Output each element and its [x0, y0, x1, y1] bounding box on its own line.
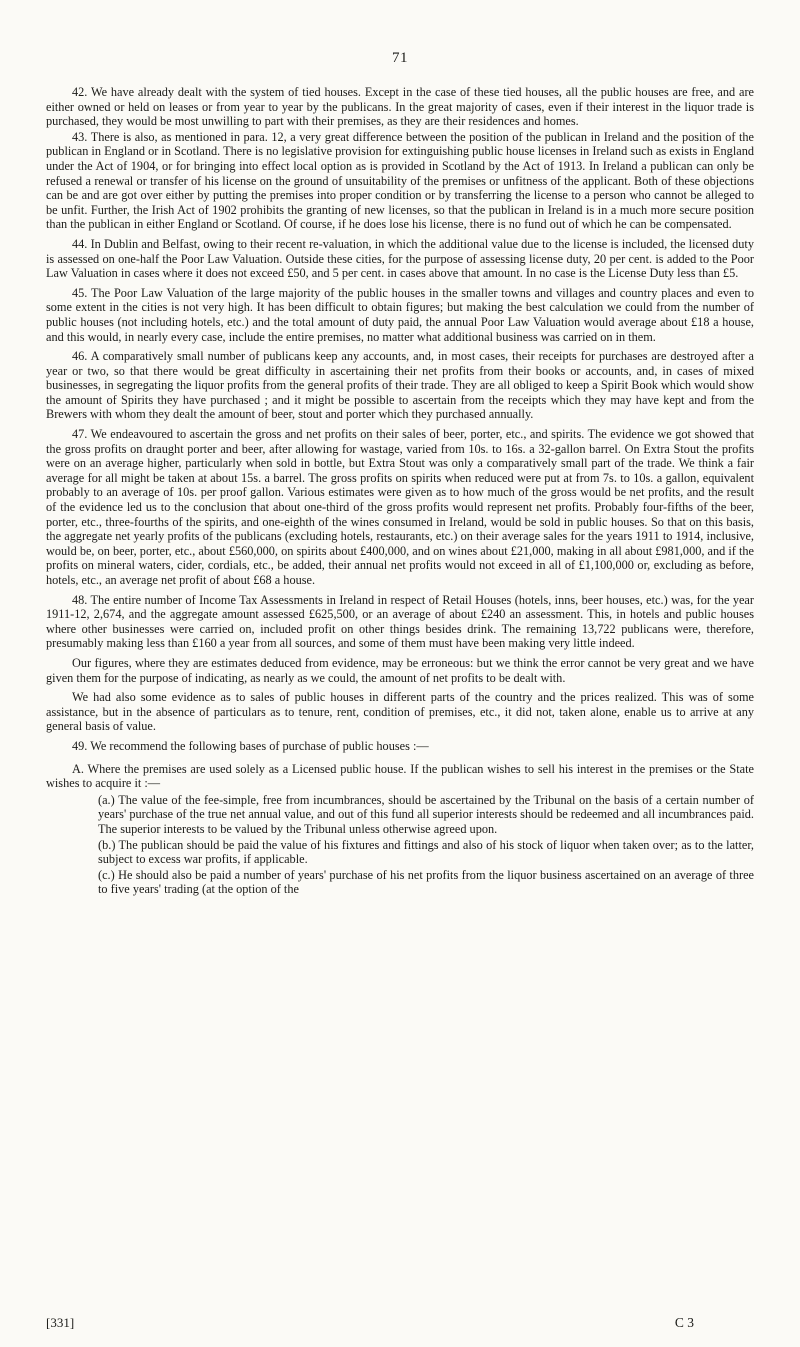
section-a-item-c-text: He should also be paid a number of years' purchase of his net profits from the liquor business ascertained on an average of three to five years' trading (at the option of the [98, 867, 754, 897]
document-body [46, 85, 754, 897]
folio-left: [331] [46, 1315, 75, 1330]
section-a-lead: A. Where the premises are used solely as a Licensed public house. If the publican wishes to sell his interest in the premises or the State wishes to acquire it :— [46, 761, 754, 791]
paragraph-46: 46. A comparatively small number of publicans keep any accounts, and, in most cases, their receipts for purchases are destroyed after a year or two, so that there would be great difficulty in ascertaining their net profits from their books or accounts, and, in cases of mixed businesses, in segregating the liquor profits from the general profits of their trade. They are all obliged to keep a Spirit Book which would show the amount of Spirits they have purchased ; and it might be possible to ascertain from the receipts which they may have kept and from the Brewers with whom they dealt the amount of beer, stout and porter which they purchased annually. [46, 349, 754, 422]
section-a-item-a-text: The value of the fee-simple, free from incumbrances, should be ascertained by the Tribunal on the basis of a certain number of years' purchase of the true net annual value, and out of this fund all superior interests should be redeemed and all incumbrances paid. The superior interests to be valued by the Tribunal unless otherwise agreed upon. [98, 792, 754, 836]
paragraph-45: 45. The Poor Law Valuation of the large majority of the public houses in the smaller towns and villages and country places and even to some extent in the cities is not very high. It has been difficult to obtain figures; but making the best calculation we could from the number of public houses (not including hotels, etc.) and the total amount of duty paid, the annual Poor Law Valuation would average about £18 a house, and this would, in nearly every case, include the entire premises, no matter what additional business was carried on in them. [46, 285, 754, 344]
section-a-items [46, 793, 754, 897]
paragraph-48-sales: We had also some evidence as to sales of public houses in different parts of the country and the prices realized. This was of some assistance, but in the absence of particulars as to tenure, rent, condition of premises, etc., it did not, taken alone, enable us to arrive at any general basis of value. [46, 690, 754, 734]
section-a-item-c-label: (c.) [98, 867, 115, 882]
section-a-item-b-text: The publican should be paid the value of his fixtures and fittings and also of his stock of liquor when taken over; as to the latter, subject to excess war profits, if applicable. [98, 837, 754, 867]
paragraph-48: 48. The entire number of Income Tax Assessments in Ireland in respect of Retail Houses (hotels, inns, beer houses, etc.) was, for the year 1911-12, 2,674, and the aggregate amount assessed £625,500, or an average of about £240 an assessment. This, in hotels and public houses where other businesses were carried on, included profit on other things besides drink. The remaining 13,722 publicans were, therefore, presumably making less than £160 a year from all sources, and some of them must have been making very little indeed. [46, 592, 754, 651]
paragraph-42: 42. We have already dealt with the system of tied houses. Except in the case of these tied houses, all the public houses are free, and are either owned or held on leases or from year to year by the publicans. In the great majority of cases, even if their interest in the liquor trade is purchased, they would be most unwilling to part with their premises, as they are their residences and homes. [46, 85, 754, 129]
section-a-item-c [46, 868, 754, 897]
paragraph-44: 44. In Dublin and Belfast, owing to their recent re-valuation, in which the additional value due to the license is included, the licensed duty is assessed on one-half the Poor Law Valuation. Outside these cities, for the purpose of assessing license duty, 20 per cent. is added to the Poor Law Valuation in cases where it does not exceed £50, and 5 per cent. in cases above that amount. In no case is the License Duty less than £5. [46, 236, 754, 281]
paragraph-47: 47. We endeavoured to ascertain the gross and net profits on their sales of beer, porter, etc., and spirits. The evidence we got showed that the gross profits on draught porter and beer, after allowing for wastage, varied from 10s. to 16s. a 32-gallon barrel. On Extra Stout the profits were on an average higher, particularly when sold in bottle, but Extra Stout was only a comparatively small part of the trade. We think a fair average for all might be taken at about 15s. a barrel. The gross profits on spirits when reduced were put at from 7s. to 10s. a gallon, equivalent probably to an average of 10s. per proof gallon. Various estimates were given as to how much of the gross would be net profits, and the result of the evidence led us to the conclusion that about one-third of the gross profits would represent net profits. Probably four-fifths of the beer, porter, etc., three-fourths of the spirits, and one-eighth of the wines consumed in Ireland, would be sold in public houses. So that on this basis, the aggregate net yearly profits of the publicans (excluding hotels, restaurants, etc.) on their average sales for the years 1911 to 1914, inclusive, would be, on beer, porter, etc., about £560,000, on spirits about £400,000, and on wines about £21,000, making in all about £981,000, and if the profits on mineral waters, cider, cordials, etc., be added, their annual net profits would not exceed in all of £1,100,000 or, excluding as before, hotels, etc., an average net profit of about £68 a house. [46, 427, 754, 587]
section-a-item-a [46, 793, 754, 837]
paragraph-49: 49. We recommend the following bases of purchase of public houses :— [72, 738, 429, 753]
section-a-item-b [46, 838, 754, 867]
page-footer [46, 1315, 754, 1331]
section-a-item-a-label: (a.) [98, 792, 115, 807]
page-number: 71 [392, 50, 408, 66]
paragraph-48-figures: Our figures, where they are estimates deduced from evidence, may be erroneous: but we think the error cannot be very great and we have given them for the purpose of indicating, as nearly as we could, the amount of net profits to be dealt with. [46, 655, 754, 685]
section-a-item-b-label: (b.) [98, 837, 116, 852]
paragraph-43: 43. There is also, as mentioned in para. 12, a very great difference between the position of the publican in Ireland and the position of the publican in England or in Scotland. There is no legislative provision for extinguishing public house licenses in Ireland such as exists in England under the Act of 1904, or for bringing into effect local option as is provided in Scotland by the Act of 1913. In Ireland a publican can only be refused a renewal or transfer of his license on the ground of unsuitability of the premises or unfitness of the applicant. Both of these objections can be and are got over either by putting the premises into proper condition or by transferring the license to a person who cannot be alleged to be unfit. Further, the Irish Act of 1902 prohibits the granting of new licenses, so that the publican in Ireland is in a much more secure position than the publican in either England or Scotland. Of course, if he does lose his license, there is no fund out of which he can be compensated. [46, 129, 754, 232]
folio-signature: C 3 [674, 1315, 694, 1330]
